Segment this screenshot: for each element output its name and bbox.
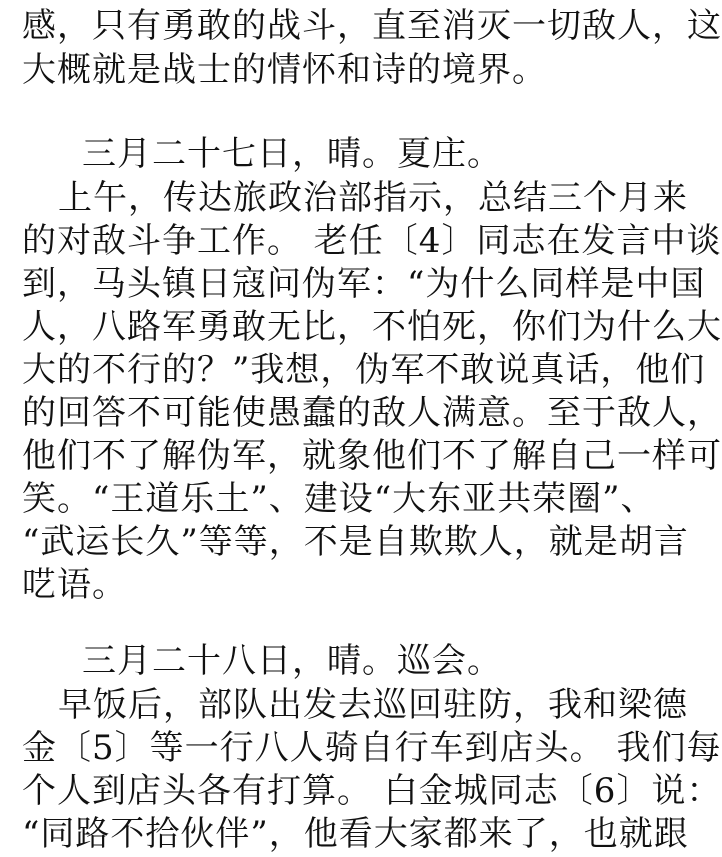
text-line: 他们不了解伪军，就象他们不了解自己一样可 (22, 436, 722, 476)
paragraph-start: 上午，传达旅政治部指示，总结三个月来 (58, 178, 688, 218)
diary-date-heading: 三月二十八日，晴。巡会。 (82, 641, 502, 681)
text-line: 笑。“王道乐土”、建设“大东亚共荣圈”、 (22, 479, 656, 519)
diary-date-heading: 三月二十七日，晴。夏庄。 (82, 134, 502, 174)
text-line: “同路不拾伙伴”，他看大家都来了，也就跟 (22, 814, 689, 854)
text-line: 的回答不可能使愚蠢的敌人满意。至于敌人， (22, 393, 722, 433)
text-line: 大的不行的？”我想，伪军不敢说真话，他们 (22, 350, 706, 390)
text-line: 感，只有勇敢的战斗，直至消灭一切敌人，这 (22, 6, 722, 46)
text-line: 个人到店头各有打算。 白金城同志〔6〕说： (22, 771, 722, 811)
text-line: 金〔5〕等一行八人骑自行车到店头。 我们每 (22, 728, 722, 768)
text-line: 呓语。 (22, 565, 127, 605)
paragraph-start: 早饭后，部队出发去巡回驻防，我和梁德 (58, 685, 688, 725)
text-line: 的对敌斗争工作。 老任〔4〕同志在发言中谈 (22, 221, 722, 261)
text-line: 大概就是战士的情怀和诗的境界。 (22, 50, 547, 90)
text-line: 人，八路军勇敢无比，不怕死，你们为什么大 (22, 307, 722, 347)
text-line: “武运长久”等等，不是自欺欺人，就是胡言 (22, 522, 689, 562)
text-line: 到，马头镇日寇问伪军：“为什么同样是中国 (22, 264, 706, 304)
